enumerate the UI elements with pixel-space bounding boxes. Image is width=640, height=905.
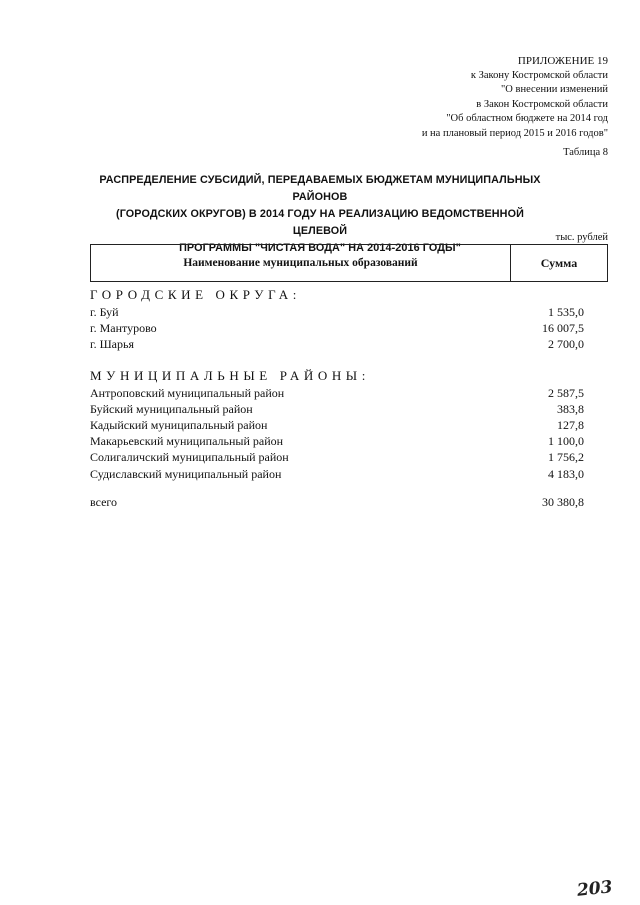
title-line: (ГОРОДСКИХ ОКРУГОВ) В 2014 ГОДУ НА РЕАЛИЗАЦИЮ ВЕДОМСТВЕННОЙ ЦЕЛЕВОЙ <box>116 208 524 237</box>
spacer <box>90 482 584 494</box>
table-header <box>90 244 608 282</box>
row-value: 1 535,0 <box>548 305 584 319</box>
total-row <box>90 494 584 510</box>
row-name: Солигаличский муниципальный район <box>90 450 289 465</box>
title-line: ПРОГРАММЫ "ЧИСТАЯ ВОДА" НА 2014-2016 ГОДЫ" <box>179 242 461 254</box>
row-value: 4 183,0 <box>548 466 584 481</box>
appendix-line: ПРИЛОЖЕНИЕ 19 <box>517 55 608 67</box>
row-value: 127,8 <box>557 417 584 432</box>
title-line: РАСПРЕДЕЛЕНИЕ СУБСИДИЙ, ПЕРЕДАВАЕМЫХ БЮДЖЕТАМ МУНИЦИПАЛЬНЫХ РАЙОНОВ <box>99 174 541 203</box>
table-row <box>90 304 584 320</box>
row-value: 383,8 <box>557 401 584 416</box>
appendix-line: в Закон Костромской области <box>476 98 608 110</box>
row-value: 2 700,0 <box>548 337 584 352</box>
appendix-line: и на плановый период 2015 и 2016 годов" <box>421 127 608 139</box>
section-title: МУНИЦИПАЛЬНЫЕ РАЙОНЫ: <box>90 367 370 383</box>
column-header-sum: Сумма <box>540 255 578 270</box>
row-name: г. Шарья <box>90 337 134 352</box>
row-name: Макарьевский муниципальный район <box>90 434 284 449</box>
total-value: 30 380,8 <box>542 494 584 509</box>
table-row <box>90 401 584 417</box>
table-row <box>90 449 584 465</box>
table-row <box>90 433 584 449</box>
table-row <box>90 385 584 401</box>
appendix-line: "Об областном бюджете на 2014 год <box>446 113 608 124</box>
section-title: ГОРОДСКИЕ ОКРУГА: <box>90 287 301 302</box>
appendix-line: "О внесении изменений <box>501 84 608 95</box>
row-name: г. Мантурово <box>90 321 157 336</box>
spacer <box>90 353 584 367</box>
row-name: Судиславский муниципальный район <box>90 466 282 481</box>
total-label: всего <box>90 494 118 509</box>
unit-label: тыс. рублей <box>555 232 608 243</box>
row-value: 1 100,0 <box>548 434 584 449</box>
table-row <box>90 417 584 433</box>
table-row <box>90 320 584 336</box>
appendix-header <box>422 54 608 141</box>
table-row <box>90 336 584 352</box>
table-row <box>90 466 584 482</box>
handwritten-page-number: 203 <box>575 877 613 901</box>
row-value: 1 756,2 <box>548 450 584 465</box>
table-number: Таблица 8 <box>563 147 608 158</box>
column-header-name: Наименование муниципальных образований <box>91 245 511 281</box>
appendix-line: к Закону Костромской области <box>470 69 608 81</box>
row-name: Буйский муниципальный район <box>90 401 253 416</box>
row-name: г. Буй <box>90 305 119 319</box>
row-value: 16 007,5 <box>542 321 584 336</box>
row-name: Кадыйский муниципальный район <box>90 417 268 432</box>
table-body <box>90 286 584 510</box>
row-value: 2 587,5 <box>548 385 584 400</box>
row-name: Антроповский муниципальный район <box>90 385 285 400</box>
